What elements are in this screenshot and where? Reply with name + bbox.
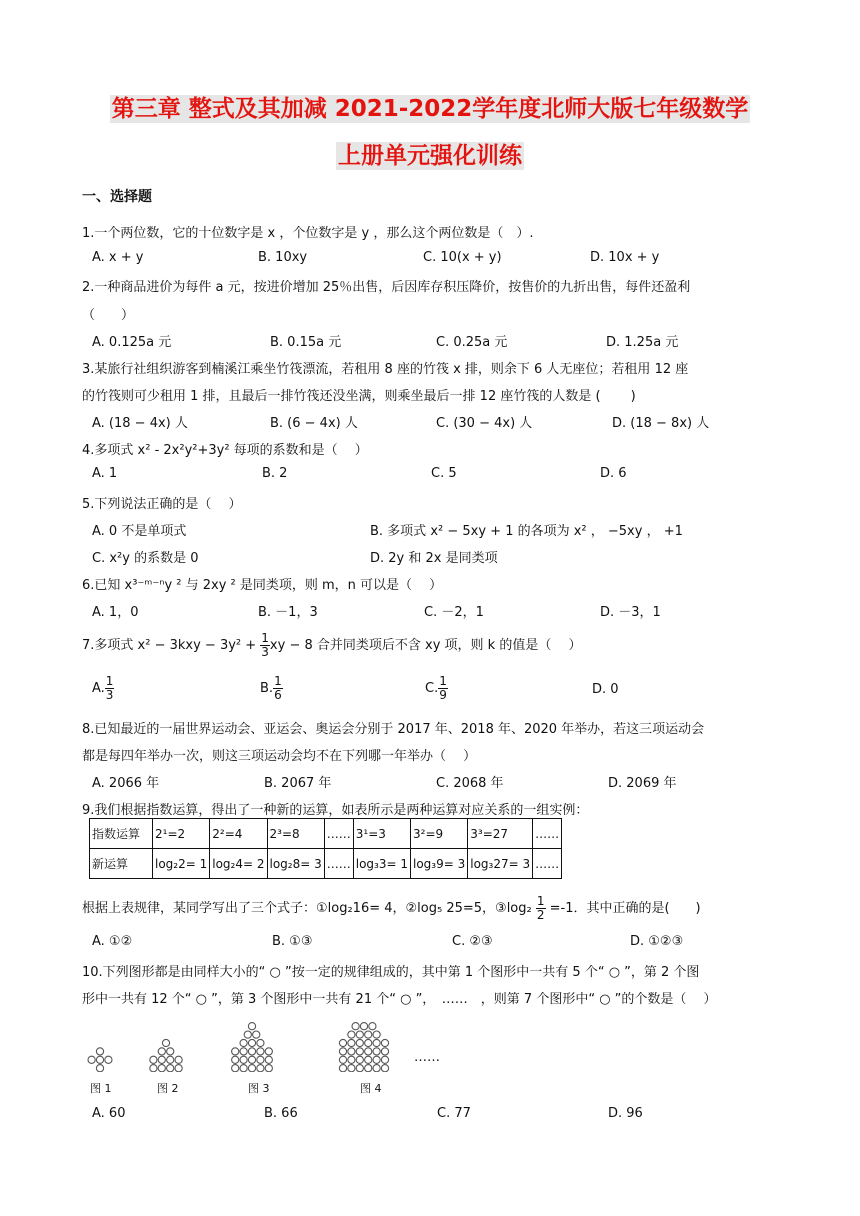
pattern-circle <box>257 1065 264 1072</box>
q7-stem-a: 7.多项式 x² − 3kxy − 3y² + <box>82 638 261 653</box>
pattern-circle <box>150 1056 157 1063</box>
q10-opt-c: C. 77 <box>437 1106 471 1121</box>
q7-opt-c <box>425 675 448 702</box>
pattern-circle <box>352 1023 359 1030</box>
pattern-circle <box>248 1048 255 1055</box>
pattern-circle <box>244 1031 251 1038</box>
q5-stem: 5.下列说法正确的是（ ） <box>82 497 242 512</box>
pattern-circle <box>365 1056 372 1063</box>
q7-stem <box>82 632 782 659</box>
q9-opt-c: C. ②③ <box>452 934 493 949</box>
q9-opt-b: B. ①③ <box>272 934 313 949</box>
q7-opt-a-num: 1 <box>105 674 114 688</box>
pattern-circle <box>339 1056 346 1063</box>
pattern-circle <box>240 1056 247 1063</box>
pattern-circle <box>105 1056 112 1063</box>
pattern-circle <box>248 1023 255 1030</box>
pattern-circle <box>158 1065 165 1072</box>
pattern-circle <box>257 1056 264 1063</box>
q10-opt-b: B. 66 <box>264 1106 298 1121</box>
figure-ellipsis: …… <box>414 1050 440 1065</box>
table-cell: log₂4= 2 <box>210 849 267 879</box>
pattern-circle <box>356 1039 363 1046</box>
table-cell: log₃3= 1 <box>353 849 410 879</box>
pattern-circle <box>373 1039 380 1046</box>
pattern-circle <box>232 1065 239 1072</box>
q9-fraction <box>536 895 546 922</box>
pattern-circle <box>369 1023 376 1030</box>
q7-frac-num: 1 <box>261 631 269 645</box>
q5-opt-b: B. 多项式 x² − 5xy + 1 的各项为 x² ， −5xy ， +1 <box>370 524 683 539</box>
pattern-circle <box>356 1065 363 1072</box>
figure-4-caption: 图 4 <box>360 1082 382 1095</box>
q1-opt-a: A. x + y <box>92 250 144 265</box>
pattern-circle <box>240 1065 247 1072</box>
q10-stem-1: 10.下列图形都是由同样大小的“ ○ ”按一定的规律组成的，其中第 1 个图形中一共有 5 个“ ○ ”，第 2 个图 <box>82 965 700 980</box>
q7-opt-b-num: 1 <box>274 674 282 688</box>
q6-opt-a: A. 1，0 <box>92 605 139 620</box>
pattern-circle <box>348 1031 355 1038</box>
pattern-circle <box>356 1056 363 1063</box>
q3-opt-d: D. (18 − 8x) 人 <box>612 416 710 431</box>
q9-after-b: =-1．其中正确的是( ) <box>545 901 701 916</box>
pattern-circle <box>265 1056 272 1063</box>
q8-opt-d: D. 2069 年 <box>608 776 677 791</box>
pattern-circle <box>360 1023 367 1030</box>
pattern-circle <box>96 1065 103 1072</box>
q2-opt-c: C. 0.25a 元 <box>436 335 508 350</box>
pattern-circle <box>162 1039 169 1046</box>
pattern-circle <box>248 1065 255 1072</box>
figure-1 <box>80 1022 120 1072</box>
pattern-circle <box>88 1056 95 1063</box>
pattern-circle <box>339 1048 346 1055</box>
pattern-circle <box>339 1065 346 1072</box>
q5-opt-a: A. 0 不是单项式 <box>92 524 187 539</box>
q10-opt-d: D. 96 <box>608 1106 643 1121</box>
q8-stem-1: 8.已知最近的一届世界运动会、亚运会、奥运会分别于 2017 年、2018 年、2020 年举办，若这三项运动会 <box>82 722 705 737</box>
pattern-circle <box>381 1039 388 1046</box>
q2-opt-d: D. 1.25a 元 <box>606 335 679 350</box>
q9-after <box>82 895 782 922</box>
pattern-circle <box>175 1056 182 1063</box>
pattern-circle <box>373 1065 380 1072</box>
table-cell: 新运算 <box>90 849 153 879</box>
q9-stem: 9.我们根据指数运算，得出了一种新的运算，如表所示是两种运算对应关系的一组实例： <box>82 803 589 818</box>
table-cell: 指数运算 <box>90 819 153 849</box>
table-cell: 2¹=2 <box>153 819 210 849</box>
table-cell: 2³=8 <box>267 819 324 849</box>
pattern-circle <box>240 1048 247 1055</box>
pattern-circle <box>167 1048 174 1055</box>
pattern-circle <box>373 1056 380 1063</box>
table-cell: …… <box>533 849 562 879</box>
q9-opt-d: D. ①②③ <box>630 934 684 949</box>
pattern-circle <box>96 1056 103 1063</box>
pattern-circle <box>257 1039 264 1046</box>
table-cell: log₃9= 3 <box>411 849 468 879</box>
q9-frac-den: 2 <box>536 908 545 922</box>
pattern-circle <box>356 1048 363 1055</box>
pattern-circle <box>365 1031 372 1038</box>
pattern-circle <box>248 1039 255 1046</box>
pattern-circle <box>158 1048 165 1055</box>
pattern-circle <box>365 1048 372 1055</box>
q4-opt-a: A. 1 <box>92 466 118 481</box>
q7-opt-b <box>260 675 283 702</box>
q7-opt-d: D. 0 <box>592 682 619 697</box>
q1-opt-d: D. 10x + y <box>590 250 660 265</box>
q10-opt-a: A. 60 <box>92 1106 126 1121</box>
pattern-circle <box>348 1039 355 1046</box>
pattern-circle <box>158 1056 165 1063</box>
q7-fraction <box>260 632 270 659</box>
doc-title-line2: 上册单元强化训练 <box>338 143 522 169</box>
table-row <box>90 819 562 849</box>
q1-stem: 1.一个两位数，它的十位数字是 x ，个位数字是 y ，那么这个两位数是（ ）. <box>82 226 534 241</box>
table-cell: 3²=9 <box>411 819 468 849</box>
q7-opt-a <box>92 675 114 702</box>
q2-opt-a: A. 0.125a 元 <box>92 335 172 350</box>
q9-opt-a: A. ①② <box>92 934 133 949</box>
pattern-circle <box>96 1048 103 1055</box>
q7-frac-den: 3 <box>261 645 269 659</box>
q4-opt-d: D. 6 <box>600 466 627 481</box>
pattern-circle <box>167 1056 174 1063</box>
figure-4 <box>314 1022 414 1072</box>
table-cell: 2²=4 <box>210 819 267 849</box>
q7-opt-c-label: C. <box>425 681 439 696</box>
q3-opt-c: C. (30 − 4x) 人 <box>436 416 533 431</box>
pattern-circle <box>232 1056 239 1063</box>
pattern-circle <box>175 1065 182 1072</box>
q6-opt-d: D. －3，1 <box>600 605 661 620</box>
operation-table <box>89 818 562 879</box>
pattern-circle <box>339 1039 346 1046</box>
pattern-circle <box>150 1065 157 1072</box>
section-heading: 一、选择题 <box>82 189 152 205</box>
table-cell: log₃27= 3 <box>468 849 533 879</box>
q7-opt-b-den: 6 <box>274 688 282 702</box>
q7-stem-b: xy − 8 合并同类项后不含 xy 项，则 k 的值是（ ） <box>269 638 582 653</box>
q8-opt-b: B. 2067 年 <box>264 776 332 791</box>
pattern-circle <box>365 1039 372 1046</box>
q4-opt-b: B. 2 <box>262 466 288 481</box>
q5-opt-c: C. x²y 的系数是 0 <box>92 551 199 566</box>
doc-title-line1: 第三章 整式及其加减 2021-2022学年度北师大版七年级数学 <box>111 96 749 122</box>
q6-opt-b: B. －1，3 <box>258 605 318 620</box>
q1-opt-b: B. 10xy <box>258 250 308 265</box>
q7-opt-a-den: 3 <box>105 688 114 702</box>
q6-opt-c: C. －2，1 <box>424 605 484 620</box>
q4-stem: 4.多项式 x² - 2x²y²+3y² 每项的系数和是（ ） <box>82 443 368 458</box>
q1-opt-c: C. 10(x + y) <box>423 250 502 265</box>
figure-2-caption: 图 2 <box>157 1082 179 1095</box>
figure-3-caption: 图 3 <box>248 1082 270 1095</box>
q3-opt-b: B. (6 − 4x) 人 <box>270 416 358 431</box>
table-cell: …… <box>533 819 562 849</box>
pattern-circle <box>373 1048 380 1055</box>
q7-opt-c-den: 9 <box>439 688 447 702</box>
pattern-circle <box>348 1048 355 1055</box>
pattern-circle <box>348 1065 355 1072</box>
table-cell: log₂2= 1 <box>153 849 210 879</box>
q9-frac-num: 1 <box>536 894 545 908</box>
table-row <box>90 849 562 879</box>
pattern-circle <box>381 1065 388 1072</box>
figure-2 <box>136 1022 196 1072</box>
pattern-circle <box>381 1056 388 1063</box>
pattern-circle <box>257 1048 264 1055</box>
table-cell: …… <box>324 819 353 849</box>
pattern-circle <box>240 1039 247 1046</box>
pattern-circle <box>232 1048 239 1055</box>
q10-stem-2: 形中一共有 12 个“ ○ ”，第 3 个图形中一共有 21 个“ ○ ”， …… ，则第 7 个图形中“ ○ ”的个数是（ ） <box>82 992 717 1007</box>
q2-stem-2: （ ） <box>82 308 135 323</box>
q3-stem-1: 3.某旅行社组织游客到楠溪江乘坐竹筏漂流，若租用 8 座的竹筏 x 排，则余下 6 人无座位；若租用 12 座 <box>82 362 689 377</box>
pattern-circle <box>365 1065 372 1072</box>
figure-3 <box>212 1022 292 1072</box>
q4-opt-c: C. 5 <box>431 466 457 481</box>
pattern-circle <box>248 1056 255 1063</box>
q2-opt-b: B. 0.15a 元 <box>270 335 342 350</box>
pattern-circle <box>348 1056 355 1063</box>
q6-stem: 6.已知 x³⁻ᵐ⁻ⁿy ² 与 2xy ² 是同类项，则 m，n 可以是（ ） <box>82 578 443 593</box>
q9-after-a: 根据上表规律，某同学写出了三个式子：①log₂16= 4，②log₅ 25=5，③log₂ <box>82 901 536 916</box>
q8-opt-a: A. 2066 年 <box>92 776 160 791</box>
pattern-circle <box>381 1048 388 1055</box>
q3-opt-a: A. (18 − 4x) 人 <box>92 416 188 431</box>
table-cell: 3³=27 <box>468 819 533 849</box>
table-cell: …… <box>324 849 353 879</box>
pattern-circle <box>253 1031 260 1038</box>
q7-opt-a-label: A. <box>92 681 105 696</box>
table-cell: log₂8= 3 <box>267 849 324 879</box>
pattern-circle <box>356 1031 363 1038</box>
q7-opt-b-label: B. <box>260 681 274 696</box>
pattern-circle <box>167 1065 174 1072</box>
q8-opt-c: C. 2068 年 <box>436 776 504 791</box>
pattern-circle <box>265 1048 272 1055</box>
q2-stem-1: 2.一种商品进价为每件 a 元，按进价增加 25％出售，后因库存积压降价，按售价的九折出售，每件还盈利 <box>82 280 691 295</box>
figure-1-caption: 图 1 <box>90 1082 112 1095</box>
pattern-circle <box>265 1065 272 1072</box>
table-cell: 3¹=3 <box>353 819 410 849</box>
q7-opt-c-num: 1 <box>439 674 447 688</box>
q5-opt-d: D. 2y 和 2x 是同类项 <box>370 551 498 566</box>
q8-stem-2: 都是每四年举办一次，则这三项运动会均不在下列哪一年举办（ ） <box>82 749 477 764</box>
q3-stem-2: 的竹筏则可少租用 1 排，且最后一排竹筏还没坐满，则乘坐最后一排 12 座竹筏的人数是 ( ) <box>82 389 636 404</box>
pattern-circle <box>373 1031 380 1038</box>
